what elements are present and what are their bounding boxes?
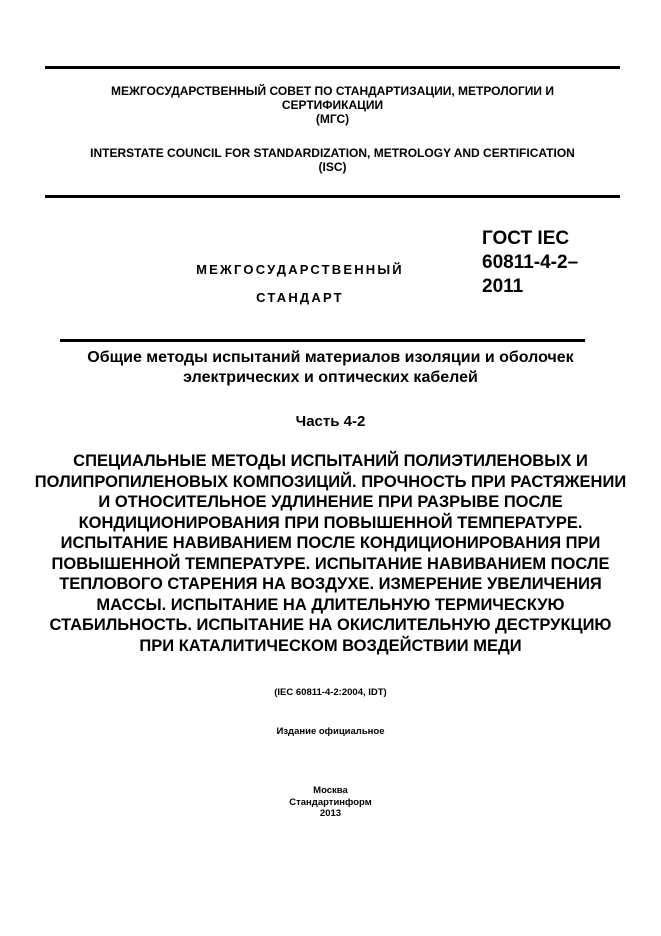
- imprint: [30, 785, 631, 820]
- equivalence: (IEC 60811-4-2:2004, IDT): [274, 687, 387, 698]
- subtitle: СПЕЦИАЛЬНЫЕ МЕТОДЫ ИСПЫТАНИЙ ПОЛИЭТИЛЕНОВЫХ И ПОЛИПРОПИЛЕНОВЫХ КОМПОЗИЦИЙ. ПРОЧНОСТЬ ПРИ РАСТЯЖЕНИИ И ОТНОСИТЕЛЬНОЕ УДЛИНЕНИЕ ПРИ РАЗРЫВЕ ПОСЛЕ КОНДИЦИОНИРОВАНИЯ ПРИ ПОВЫШЕННОЙ ТЕМПЕРАТУРЕ. ИСПЫТАНИЕ НАВИВАНИЕМ ПОСЛЕ КОНДИЦИОНИРОВАНИЯ ПРИ ПОВЫШЕННОЙ ТЕМПЕРАТУРЕ. ИСПЫТАНИЕ НАВИВАНИЕМ ПОСЛЕ ТЕПЛОВОГО СТАРЕНИЯ НА ВОЗДУХЕ. ИЗМЕРЕНИЕ УВЕЛИЧЕНИЯ МАССЫ. ИСПЫТАНИЕ НА ДЛИТЕЛЬНУЮ ТЕРМИЧЕСКУЮ СТАБИЛЬНОСТЬ. ИСПЫТАНИЕ НА ОКИСЛИТЕЛЬНУЮ ДЕСТРУКЦИЮ ПРИ КАТАЛИТИЧЕСКОМ ВОЗДЕЙСТВИИ МЕДИ: [34, 452, 627, 655]
- imprint-publisher: Стандартинформ: [289, 796, 372, 808]
- main-title: Общие методы испытаний материалов изоляции и оболочек электрических и оптических кабелей: [87, 349, 574, 386]
- imprint-city: Москва: [313, 785, 348, 796]
- council-ru-line2: СЕРТИФИКАЦИИ: [281, 98, 384, 112]
- title-rule: [60, 339, 585, 342]
- council-ru: [45, 84, 620, 126]
- council-en-abbr: (ISC): [318, 160, 347, 174]
- header-bottom-rule: [45, 195, 620, 198]
- standard-code-line3: 2011: [482, 276, 524, 297]
- standard-code: [482, 227, 578, 299]
- top-rule: [45, 66, 620, 69]
- council-ru-line1: МЕЖГОСУДАРСТВЕННЫЙ СОВЕТ ПО СТАНДАРТИЗАЦИИ, МЕТРОЛОГИИ И: [111, 84, 554, 98]
- standard-type-line1: МЕЖГОСУДАРСТВЕННЫЙ: [196, 262, 404, 277]
- council-en: [45, 146, 620, 174]
- standard-type: [150, 256, 450, 312]
- standard-code-line1: ГОСТ IEC: [482, 228, 570, 249]
- council-en-name: INTERSTATE COUNCIL FOR STANDARDIZATION, METROLOGY AND CERTIFICATION: [90, 146, 575, 160]
- edition: Издание официальное: [276, 726, 385, 737]
- standard-type-line2: СТАНДАРТ: [256, 290, 344, 305]
- council-ru-abbr: (МГС): [315, 112, 350, 126]
- standard-code-line2: 60811-4-2–: [482, 252, 579, 273]
- imprint-year: 2013: [319, 808, 342, 819]
- part-number: Часть 4-2: [295, 413, 366, 430]
